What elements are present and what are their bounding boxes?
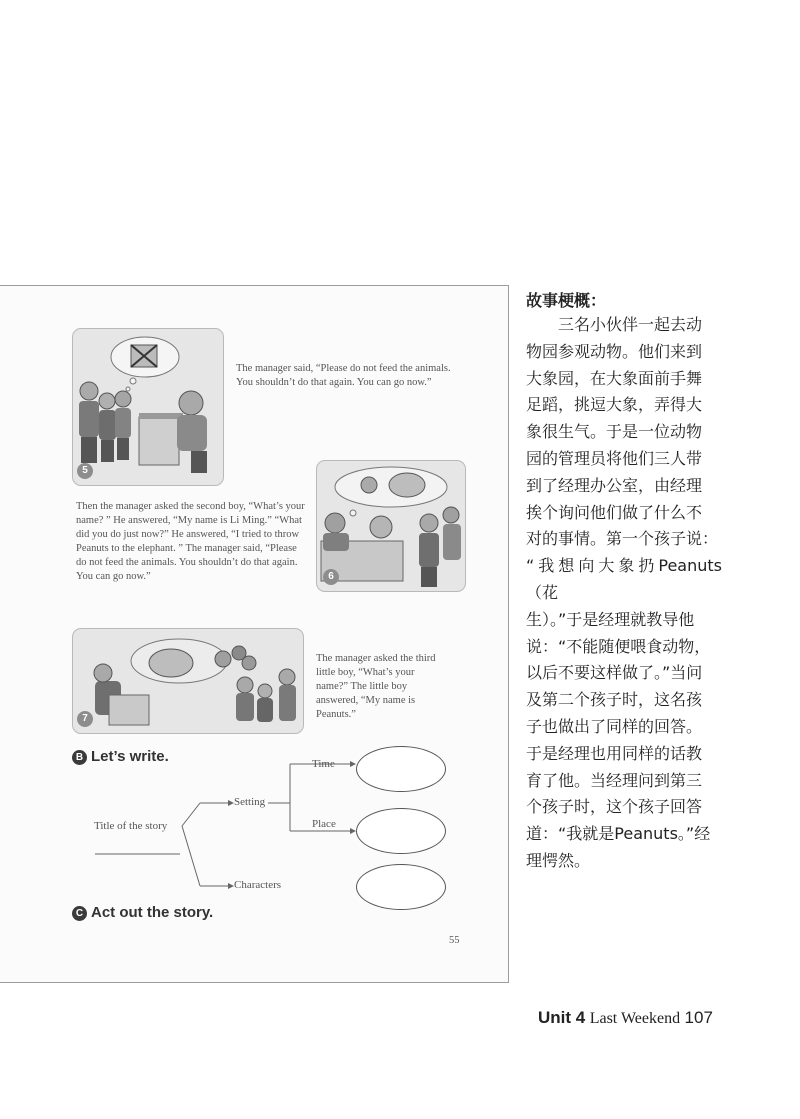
summary-line: 到了经理办公室，由经理 — [526, 475, 703, 495]
characters-label: Characters — [234, 879, 282, 891]
section-b-label: Let’s write. — [91, 748, 169, 765]
summary-line: 对的事情。第一个孩子说： — [526, 529, 719, 549]
panel-6-caption: Then the manager asked the second boy, “What’s your name? ” He answered, “My name is Li Ming.” “What did you do just now?” He answered, “I tried to throw Peanuts to the elephant. ” The manager said, “Please do not feed the animals. You shouldn’t do that again. You can go now.” — [76, 501, 305, 582]
summary-line: 于是经理也用同样的话教 — [526, 743, 703, 763]
panel-number-6: 6 — [323, 569, 339, 585]
panel-number-5: 5 — [77, 463, 93, 479]
textbook-page-number: 55 — [449, 935, 460, 946]
summary-line: 挨个询问他们做了什么不 — [526, 502, 703, 522]
summary-body — [526, 312, 722, 875]
footer-unit-title: Last Weekend — [589, 1010, 681, 1027]
summary-line: 大象园，在大象面前手舞 — [526, 368, 703, 388]
place-answer-oval[interactable] — [356, 808, 446, 854]
summary-line: “我想向大象扔Peanuts（花 — [526, 556, 722, 602]
summary-line: 象很生气。于是一位动物 — [526, 422, 703, 442]
section-c-label: Act out the story. — [91, 904, 214, 921]
summary-title: 故事梗概： — [526, 291, 607, 310]
summary-line: 园的管理员将他们三人带 — [526, 448, 703, 468]
panel-number-7: 7 — [77, 711, 93, 727]
page-footer — [538, 1008, 713, 1028]
summary-line: 理愕然。 — [526, 850, 591, 870]
section-c-badge: C — [72, 906, 87, 921]
time-label: Time — [312, 758, 335, 770]
summary-line: 物园参观动物。他们来到 — [526, 341, 703, 361]
section-b-badge: B — [72, 750, 87, 765]
summary-line: 足蹈，挑逗大象，弄得大 — [526, 395, 703, 415]
characters-answer-oval[interactable] — [356, 864, 446, 910]
time-answer-oval[interactable] — [356, 746, 446, 792]
summary-line: 及第二个孩子时，这名孩 — [526, 690, 703, 710]
summary-line: 育了他。当经理问到第三 — [526, 770, 703, 790]
story-title-label: Title of the story — [94, 820, 168, 832]
summary-line: 三名小伙伴一起去动 — [526, 315, 703, 334]
summary-line: 生）。”于是经理就教导他 — [526, 609, 695, 629]
summary-line: 个孩子时，这个孩子回答 — [526, 797, 703, 817]
place-label: Place — [312, 818, 336, 830]
textbook-page — [0, 285, 509, 983]
section-c-heading — [72, 904, 213, 921]
footer-unit: Unit 4 — [538, 1008, 586, 1027]
panel-7-caption: The manager asked the third little boy, “What’s your name?” The little boy answered, “My name is Peanuts.” — [316, 653, 436, 720]
panel-5-caption: The manager said, “Please do not feed the animals. You shouldn’t do that again. You can go now.” — [236, 363, 451, 388]
summary-line: 以后不要这样做了。”当问 — [526, 663, 703, 683]
summary-line: 子也做出了同样的回答。 — [526, 716, 703, 736]
summary-line: 道：“我就是Peanuts。”经 — [526, 824, 711, 844]
footer-page-number: 107 — [684, 1008, 713, 1027]
setting-label: Setting — [234, 796, 266, 808]
summary-line: 说：“不能随便喂食动物， — [526, 636, 711, 656]
